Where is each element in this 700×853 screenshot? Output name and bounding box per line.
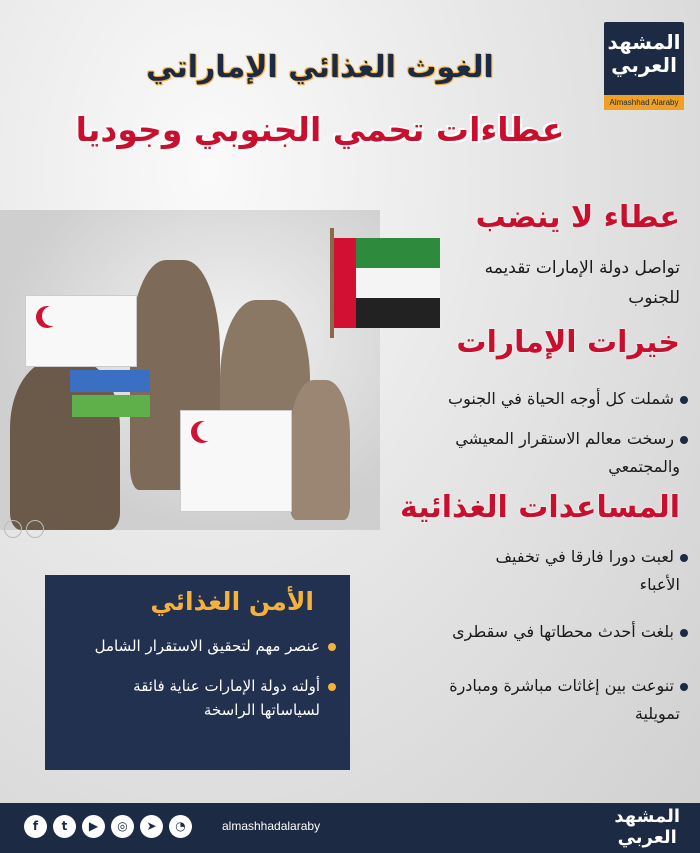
- uae-flag: [330, 228, 440, 328]
- bullet-icon: [680, 629, 688, 637]
- section-1-text-line1: تواصل دولة الإمارات تقديمه: [484, 258, 680, 278]
- logo-line2: [604, 54, 684, 76]
- list-item-continuation: والمجتمعي: [608, 457, 680, 476]
- instagram-icon: [26, 520, 44, 538]
- bullet-text: بلغت أحدث محطاتها في سقطرى: [452, 622, 674, 641]
- facebook-icon: [4, 520, 22, 538]
- bullet-text: لعبت دورا فارقا في تخفيف: [495, 547, 674, 566]
- list-item: [452, 618, 688, 646]
- bullet-text: رسخت معالم الاستقرار المعيشي: [455, 429, 674, 448]
- bullet-icon: [328, 643, 336, 651]
- section-1-text-line2: للجنوب: [628, 288, 680, 308]
- footer-bar: [0, 803, 700, 853]
- aid-box: [180, 410, 292, 512]
- panel-bullet-text: عنصر مهم لتحقيق الاستقرار الشامل: [94, 637, 320, 655]
- panel-title: الأمن الغذائي: [150, 587, 314, 616]
- twitter-icon[interactable]: t: [53, 815, 76, 838]
- list-item: [448, 385, 688, 413]
- list-item: [455, 425, 688, 453]
- red-crescent-icon: [191, 421, 213, 443]
- bullet-text: تنوعت بين إغاثات مباشرة ومبادرة: [449, 676, 674, 695]
- red-crescent-icon: [36, 306, 58, 328]
- main-title-line2: عطاءات تحمي الجنوبي وجوديا: [75, 110, 565, 149]
- logo-line1: المشهد: [607, 30, 681, 54]
- snapchat-icon[interactable]: ◔: [169, 815, 192, 838]
- section-title-1: عطاء لا ينضب: [475, 200, 680, 235]
- list-item-continuation: الأعباء: [639, 575, 680, 594]
- flag-black-band: [356, 298, 440, 328]
- panel-list-item: [56, 673, 336, 699]
- bullet-icon: [680, 683, 688, 691]
- bullet-icon: [328, 683, 336, 691]
- list-item: [449, 672, 688, 700]
- panel-list-item-continuation: لسياساتها الراسخة: [203, 701, 320, 719]
- list-item-continuation: تمويلية: [634, 704, 680, 723]
- footer-logo-line1: المشهد: [614, 806, 680, 827]
- flag-green-band: [356, 238, 440, 268]
- section-title-3: المساعدات الغذائية: [400, 490, 680, 525]
- youtube-icon[interactable]: ▶: [82, 815, 105, 838]
- bullet-icon: [680, 554, 688, 562]
- flag-white-band: [356, 268, 440, 298]
- footer-logo: [614, 806, 680, 848]
- rice-bag: [72, 395, 150, 417]
- section-title-2: خيرات الإمارات: [456, 325, 680, 360]
- logo-line2-text: العربي: [611, 53, 677, 77]
- footer-logo-line2: العربي: [617, 827, 677, 848]
- list-item: [495, 543, 688, 571]
- panel-bullet-text: أولته دولة الإمارات عناية فائقة: [133, 677, 320, 695]
- instagram-icon[interactable]: ◎: [111, 815, 134, 838]
- food-security-panel: [45, 575, 350, 770]
- site-handle[interactable]: almashhadalaraby: [222, 819, 321, 833]
- rice-bag: [70, 370, 150, 392]
- bullet-text: شملت كل أوجه الحياة في الجنوب: [448, 389, 674, 408]
- bullet-icon: [680, 396, 688, 404]
- side-social-icons: [4, 520, 44, 538]
- panel-list-item: [56, 633, 336, 659]
- flag-red-band: [334, 238, 356, 328]
- facebook-icon[interactable]: f: [24, 815, 47, 838]
- aid-box: [25, 295, 137, 367]
- aid-photo: [0, 210, 380, 530]
- logo-caption: Almashhad Alaraby: [604, 95, 684, 110]
- social-icons: [24, 815, 192, 838]
- brand-logo: [604, 22, 684, 110]
- bullet-icon: [680, 436, 688, 444]
- telegram-icon[interactable]: ➤: [140, 815, 163, 838]
- main-title-line1: الغوث الغذائي الإماراتي: [146, 50, 494, 85]
- person-figure: [290, 380, 350, 520]
